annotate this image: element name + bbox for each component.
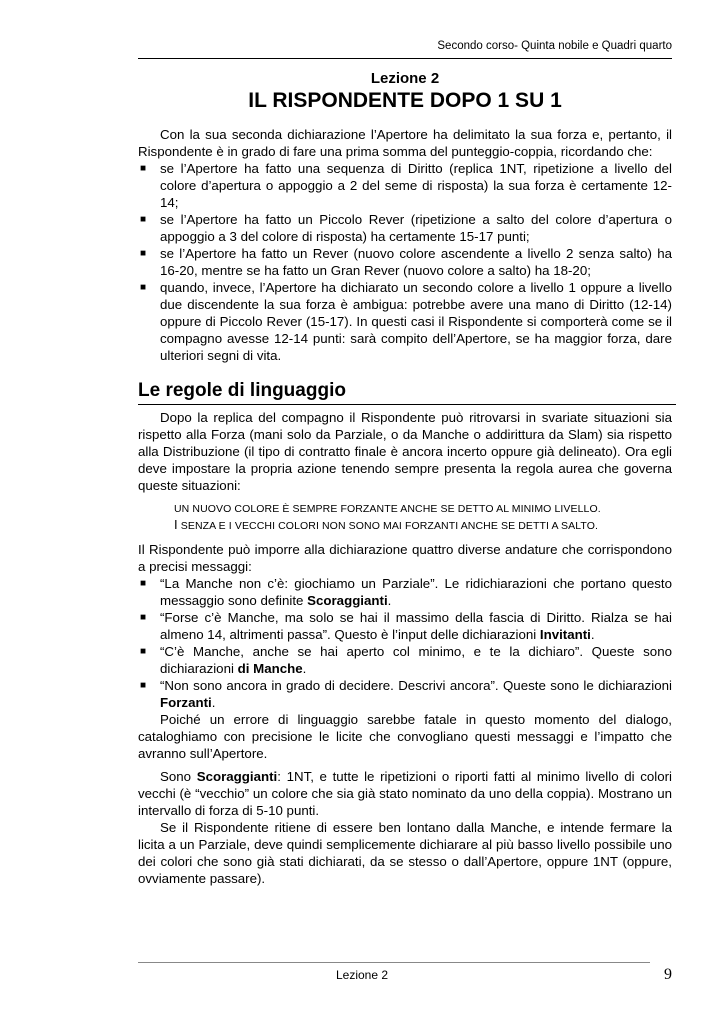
list-item: ■ “Forse c’è Manche, ma solo se hai il massimo della fascia di Diritto. Rialza se hai almeno 14, altrimenti passa”. Questo è l’input delle dichiarazioni Invitanti.: [140, 610, 672, 642]
bullet-icon: ■: [140, 612, 147, 623]
footer-rule: [138, 962, 650, 963]
list-item: ■ “C’è Manche, anche se hai aperto col minimo, e te la dichiaro”. Queste sono dichiarazioni di Manche.: [140, 644, 672, 676]
section-paragraph-2: Il Rispondente può imporre alla dichiarazione quattro diverse andature che corrispondono a precisi messaggi:: [138, 542, 672, 574]
list-item: ■ quando, invece, l’Apertore ha dichiarato un secondo colore a livello 1 oppure a livello due discendente la sua forza è ambigua: potrebbe avere una mano di Diritto (12-14) oppure di Piccolo Rever (15-17). In questi casi il Rispondente si comporterà come se il compagno avesse 12-14 punti: sarà compito dell’Apertore, se ha maggior forza, dare ulteriori segni di vita.: [140, 280, 672, 363]
list-item: ■ “Non sono ancora in grado di decidere. Descrivi ancora”. Queste sono le dichiarazioni Forzanti.: [140, 678, 672, 710]
list-item: ■ se l’Apertore ha fatto un Rever (nuovo colore ascendente a livello 2 senza salto) ha 16-20, mentre se ha fatto un Gran Rever (nuovo colore a salto) ha 18-20;: [140, 246, 672, 278]
rule-line-2: I SENZA E I VECCHI COLORI NON SONO MAI FORZANTI ANCHE SE DETTI A SALTO.: [174, 517, 598, 532]
list-item: ■ “La Manche non c’è: giochiamo un Parziale”. Le ridichiarazioni che portano questo messaggio sono definite Scoraggianti.: [140, 576, 672, 608]
intro-bullet-list: [138, 160, 672, 364]
bullet-icon: ■: [140, 578, 147, 589]
bullet-icon: ■: [140, 214, 147, 225]
bullet-icon: ■: [140, 163, 147, 174]
section-paragraph-3: Poiché un errore di linguaggio sarebbe fatale in questo momento del dialogo, cataloghiamo con precisione le licite che convogliano questi messaggi e l’impatto che avranno sull’Apertore.: [138, 712, 672, 761]
bullet-icon: ■: [140, 646, 147, 657]
page-content: [138, 70, 672, 887]
bullet-icon: ■: [140, 680, 147, 691]
lesson-title: IL RISPONDENTE DOPO 1 SU 1: [248, 89, 562, 112]
intro-paragraph: Con la sua seconda dichiarazione l’Apertore ha delimitato la sua forza e, pertanto, il Rispondente è in grado di fare una prima somma del punteggio-coppia, ricordando che:: [138, 127, 672, 159]
header-rule: [138, 58, 672, 59]
list-item: ■ se l’Apertore ha fatto un Piccolo Rever (ripetizione a salto del colore d’apertura o appoggio a 3 del colore di risposta) ha certamente 15-17 punti;: [140, 212, 672, 244]
golden-rule: [138, 501, 672, 534]
section-paragraph-4: Sono Scoraggianti: 1NT, e tutte le ripetizioni o riporti fatti al minimo livello di colori vecchi (è “vecchio” un colore che sia già stato nominato da uno della coppia). Mostrano un intervallo di forza di 5-10 punti.: [138, 769, 672, 818]
section-paragraph-5: Se il Rispondente ritiene di essere ben lontano dalla Manche, e intende fermare la licita a un Parziale, deve quindi semplicemente dichiarare al più basso livello possibile uno dei colori che sono già stati dichiarati, da se stesso o dall’Apertore, oppure 1NT (oppure, ovviamente passare).: [138, 820, 672, 886]
section-paragraph-1: Dopo la replica del compagno il Rispondente può ritrovarsi in svariate situazioni sia rispetto alla Forza (mani solo da Parziale, o da Manche o addirittura da Slam) sia rispetto alla Distribuzione (il tipo di contratto finale è ancora incerto oppure già delineato). Ora egli deve impostare la propria azione tenendo sempre presenta la regola aurea che governa queste situazioni:: [138, 410, 672, 493]
lesson-number: Lezione 2: [370, 70, 440, 87]
rule-line-1: UN NUOVO COLORE È SEMPRE FORZANTE ANCHE SE DETTO AL MINIMO LIVELLO.: [174, 503, 601, 515]
bullet-icon: ■: [140, 248, 147, 259]
bullet-icon: ■: [140, 282, 147, 293]
message-bullet-list: [138, 575, 672, 711]
page-number: 9: [664, 966, 672, 983]
list-item: ■ se l’Apertore ha fatto una sequenza di Diritto (replica 1NT, ripetizione a livello del colore d’apertura o appoggio a 2 del seme di risposta) la sua forza è certamente 12-14;: [140, 161, 672, 210]
footer-label: Lezione 2: [335, 968, 389, 982]
running-header: Secondo corso- Quinta nobile e Quadri quarto: [437, 40, 672, 52]
section-title: Le regole di linguaggio: [138, 380, 676, 405]
